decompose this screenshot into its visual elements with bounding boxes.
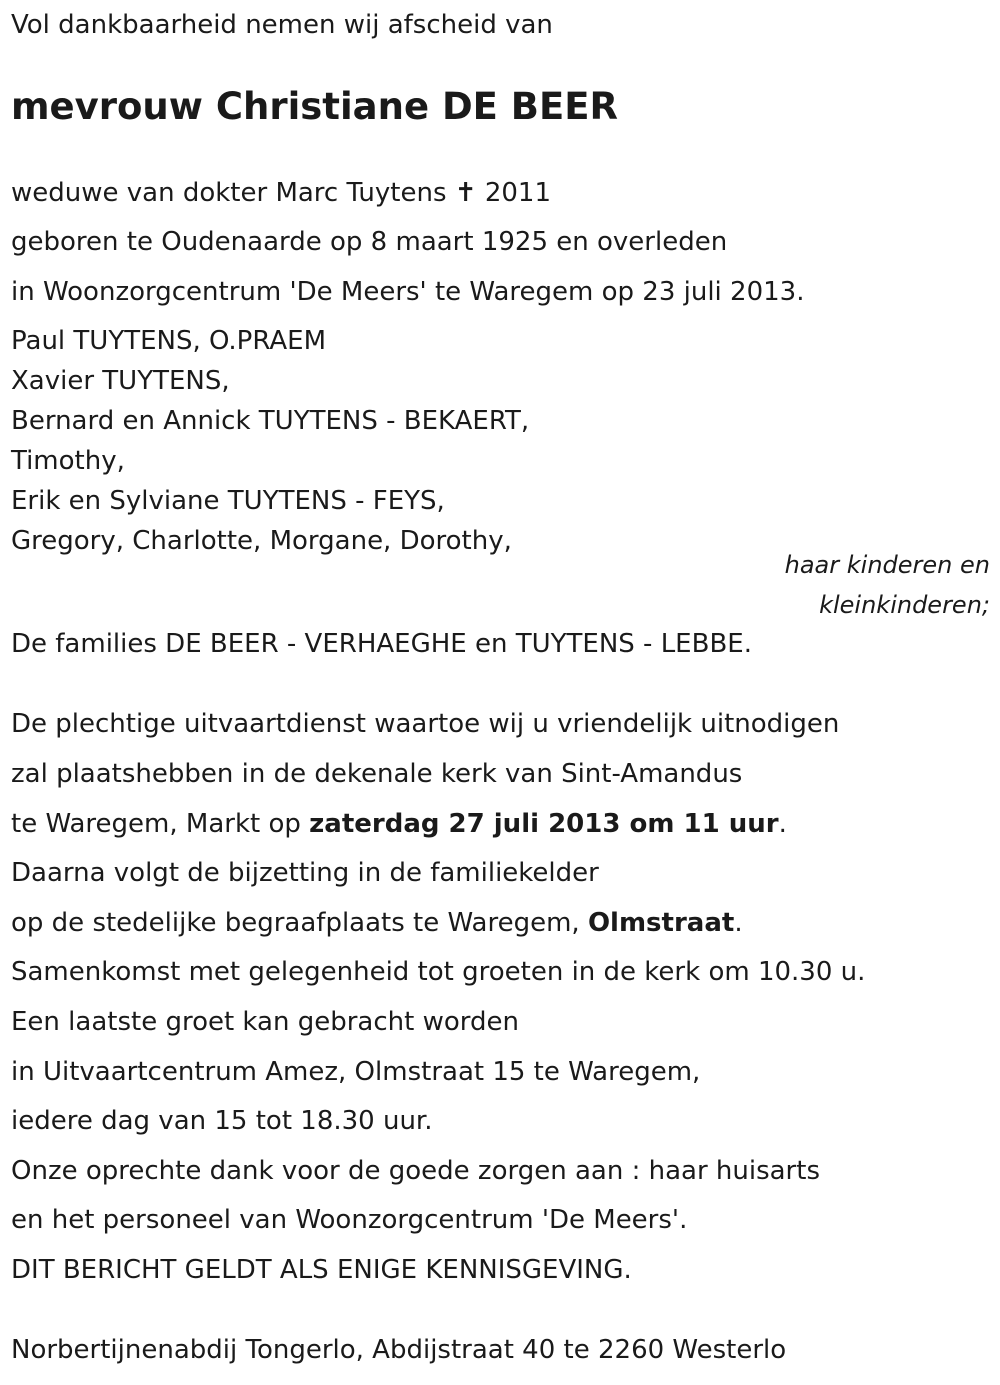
cemetery-street: Olmstraat (587, 908, 735, 938)
service-line: De plechtige uitvaartdienst waartoe wij u vriendelijk uitnodigen (11, 709, 840, 739)
cross-icon: ✝ (454, 178, 477, 208)
address-line: Norbertijnenabdij Tongerlo, Abdijstraat 40 te 2260 Westerlo (11, 1335, 787, 1365)
service-date: zaterdag 27 juli 2013 om 11 uur (309, 809, 779, 839)
widow-text: weduwe van dokter Marc Tuytens (11, 178, 447, 208)
widow-line (11, 180, 551, 206)
service-line (11, 811, 787, 837)
family-member: Gregory, Charlotte, Morgane, Dorothy, (11, 526, 512, 556)
family-member: Xavier TUYTENS, (11, 366, 230, 396)
service-text: . (734, 908, 743, 938)
families-line: De families DE BEER - VERHAEGHE en TUYTENS - LEBBE. (11, 629, 752, 659)
service-line: iedere dag van 15 tot 18.30 uur. (11, 1106, 433, 1136)
family-member: Erik en Sylviane TUYTENS - FEYS, (11, 486, 445, 516)
service-text: . (778, 809, 787, 839)
died-line: in Woonzorgcentrum 'De Meers' te Waregem op 23 juli 2013. (11, 277, 805, 307)
service-line: zal plaatshebben in de dekenale kerk van Sint-Amandus (11, 759, 743, 789)
service-line: Onze oprechte dank voor de goede zorgen aan : haar huisarts (11, 1156, 820, 1186)
family-member: Paul TUYTENS, O.PRAEM (11, 326, 327, 356)
service-text: te Waregem, Markt op (11, 809, 310, 839)
service-text: op de stedelijke begraafplaats te Waregem, (11, 908, 588, 938)
intro-line: Vol dankbaarheid nemen wij afscheid van (11, 10, 553, 40)
family-member: Bernard en Annick TUYTENS - BEKAERT, (11, 406, 530, 436)
born-line: geboren te Oudenaarde op 8 maart 1925 en overleden (11, 227, 728, 257)
service-line (11, 910, 743, 936)
family-member: Timothy, (11, 446, 125, 476)
service-line: en het personeel van Woonzorgcentrum 'De Meers'. (11, 1205, 688, 1235)
service-line: DIT BERICHT GELDT ALS ENIGE KENNISGEVING. (11, 1255, 632, 1285)
relation-line-2: kleinkinderen; (819, 591, 990, 619)
service-line: Een laatste groet kan gebracht worden (11, 1007, 519, 1037)
service-line: in Uitvaartcentrum Amez, Olmstraat 15 te Waregem, (11, 1057, 701, 1087)
deceased-name: mevrouw Christiane DE BEER (11, 85, 619, 128)
service-line: Daarna volgt de bijzetting in de familiekelder (11, 858, 599, 888)
relation-line-1: haar kinderen en (784, 551, 990, 579)
service-line: Samenkomst met gelegenheid tot groeten in de kerk om 10.30 u. (11, 957, 866, 987)
widow-year: 2011 (484, 178, 551, 208)
